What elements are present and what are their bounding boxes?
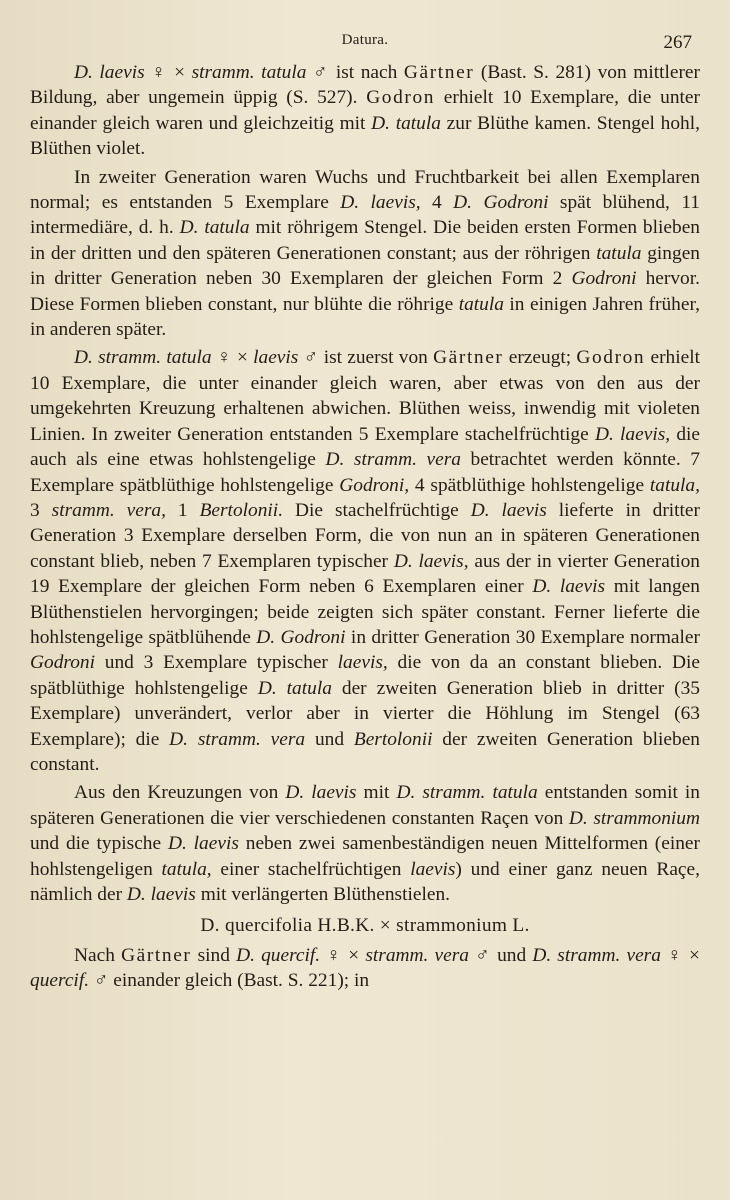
- text-run: betrachtet werden könnte. 7 Exemplare spätblüthige hohlstengelige: [30, 449, 700, 496]
- paragraph: [30, 165, 700, 343]
- italic-term: D. stramm. vera: [169, 728, 306, 750]
- author-name: Godron: [366, 87, 436, 109]
- italic-term: stramm. vera,: [51, 499, 166, 521]
- text-run: Aus den Kreuzungen von: [74, 782, 286, 804]
- text-run: erhielt 10 Exemplare, die unter einander gleich waren und gleichzeitig mit: [30, 87, 700, 134]
- italic-term: D. laevis,: [340, 192, 421, 214]
- text-run: entstanden somit in späteren Generationen die vier verschiedenen constanten Raçen von: [30, 782, 700, 829]
- author-name: Gärtner: [433, 347, 504, 369]
- text-run: ♂ ist zuerst von: [298, 347, 434, 369]
- text-run: der zweiten Generation blieben constant.: [30, 728, 701, 775]
- author-name: Gärtner: [403, 62, 475, 83]
- italic-term: laevis: [410, 858, 456, 880]
- text-run: der zweiten Generation blieb in dritter (35 Exemplare) unverändert, verlor aber in vierter die Höhlung im Stengel (63 Exemplare); die: [30, 677, 700, 750]
- italic-term: laevis,: [337, 652, 388, 674]
- italic-term: D. stramm. tatula: [74, 347, 212, 369]
- italic-term: D. Godroni: [256, 626, 346, 648]
- text-run: (Bast. S. 281) von mittlerer Bildung, aber ungemein üppig (S. 527).: [30, 62, 700, 109]
- italic-term: D. stramm. tatula: [396, 782, 538, 804]
- text-run: ♀ ×: [144, 62, 192, 83]
- text-run: ♂ einander gleich (Bast. S. 221); in: [89, 970, 370, 992]
- italic-term: quercif.: [30, 970, 90, 992]
- italic-term: D. tatula: [179, 217, 250, 239]
- italic-term: Godroni,: [339, 474, 410, 496]
- text-run: in einigen Jahren früher, in anderen später.: [30, 293, 700, 341]
- text-run: 4 spätblüthige hohlstengelige: [409, 474, 650, 496]
- text-run: hervor. Diese Formen blieben constant, nur blühte die röhrige: [30, 268, 700, 315]
- italic-term: Bertolonii: [353, 728, 433, 750]
- text-run: die von da an constant blieben. Die spätblüthige hohlstengelige: [30, 652, 700, 699]
- text-run: ♂ und: [468, 944, 533, 966]
- italic-term: tatula,: [649, 474, 700, 496]
- text-run: ♀ ×: [211, 347, 254, 369]
- paragraph: [30, 780, 700, 907]
- text-run: Die stachelfrüchtige: [283, 499, 471, 521]
- italic-term: D. tatula: [257, 677, 332, 699]
- italic-term: tatula,: [161, 858, 212, 880]
- text-run: einer stachelfrüchtigen: [211, 858, 411, 880]
- text-run: aus der in vierter Generation 19 Exemplare der gleichen Form neben 6 Exemplaren einer: [30, 550, 700, 598]
- italic-term: tatula: [458, 293, 504, 315]
- italic-term: Godroni: [571, 268, 637, 290]
- text-run: 3: [30, 499, 52, 521]
- italic-term: D. laevis: [470, 499, 547, 521]
- italic-term: D. laevis: [285, 782, 357, 804]
- text-run: mit röhrigem Stengel. Die beiden ersten Formen blieben in der dritten und den späteren Generationen constant; aus der röhrigen: [30, 217, 701, 264]
- text-run: in dritter Generation 30 Exemplare normaler: [345, 626, 700, 648]
- italic-term: laevis: [253, 347, 299, 369]
- italic-term: Godroni: [30, 652, 95, 674]
- text-run: Nach: [74, 944, 122, 966]
- italic-term: D. laevis: [167, 833, 239, 855]
- italic-term: D. laevis,: [594, 423, 671, 445]
- italic-term: D. laevis: [532, 576, 606, 598]
- text-run: 4: [420, 192, 454, 214]
- italic-term: D. laevis: [74, 62, 145, 83]
- italic-term: tatula: [596, 242, 642, 264]
- page-number: 267: [663, 32, 692, 53]
- paragraph: [30, 345, 700, 777]
- text-run: ♀ ×: [660, 944, 700, 966]
- italic-term: D. stramm. vera: [325, 449, 461, 471]
- running-head: [30, 0, 700, 60]
- text-run: In zweiter Generation waren Wuchs und Fruchtbarkeit bei allen Exemplaren normal; es entstanden 5 Exemplare: [30, 166, 700, 214]
- text-run: gingen in dritter Generation neben 30 Exemplaren der gleichen Form 2: [30, 242, 701, 290]
- paragraph: [30, 943, 700, 994]
- italic-term: Bertolonii.: [199, 499, 284, 521]
- body-text: [30, 60, 700, 994]
- italic-term: D. laevis: [126, 884, 196, 905]
- paragraph: [30, 60, 700, 162]
- italic-term: stramm. vera: [365, 944, 469, 966]
- italic-term: D. quercif.: [236, 944, 321, 966]
- text-run: mit langen Blüthenstielen hervorgingen; beide zeigten sich später constant. Ferner lieferte die hohlstengelige spätblühende: [30, 576, 700, 648]
- italic-term: D. Godroni: [453, 192, 549, 214]
- section-heading: D. quercifolia H.B.K. × strammonium L.: [200, 915, 530, 937]
- text-run: und 3 Exemplare typischer: [95, 652, 338, 674]
- italic-term: D. laevis,: [393, 550, 469, 572]
- text-run: mit verlängerten Blüthenstielen.: [195, 884, 451, 905]
- text-run: sind: [191, 944, 237, 966]
- text-run: lieferte in dritter Generation 3 Exemplare derselben Form, die von nun an in späteren Generationen constant blieb, neben 7 Exemplaren typischer: [30, 499, 701, 572]
- text-run: 1: [165, 499, 200, 521]
- italic-term: D. strammonium: [568, 807, 700, 829]
- text-run: ) und einer ganz neuen Raçe, nämlich der: [30, 858, 700, 905]
- text-run: und die typische: [30, 833, 168, 855]
- text-run: mit: [356, 782, 397, 804]
- text-run: zur Blüthe kamen. Stengel hohl, Blüthen violet.: [30, 112, 700, 160]
- running-head-title: Datura.: [341, 32, 389, 48]
- text-run: erhielt 10 Exemplare, die unter einander gleich waren, aber etwas von den aus der umgekehrten Kreuzung erhaltenen abwichen. Blüthen weiss, inwendig mit violeten Linien. In zweiter Generation entstanden 5 Exemplare stachelfrüchtige: [30, 347, 700, 445]
- text-run: neben zwei samenbeständigen neuen Mittelformen (einer hohlstengeligen: [30, 833, 700, 880]
- italic-term: D. tatula: [371, 112, 441, 134]
- text-run: erzeugt;: [503, 347, 577, 369]
- text-run: ♀ ×: [320, 944, 366, 966]
- text-run: ♂ ist nach: [306, 62, 404, 83]
- text-run: und: [305, 728, 354, 750]
- author-name: Godron: [576, 347, 646, 369]
- italic-term: D. stramm. vera: [532, 944, 661, 966]
- text-run: spät blühend, 11 intermediäre, d. h.: [30, 192, 700, 239]
- author-name: Gärtner: [121, 944, 192, 966]
- text-run: die auch als eine etwas hohlstengelige: [30, 423, 701, 471]
- italic-term: stramm. tatula: [191, 62, 307, 83]
